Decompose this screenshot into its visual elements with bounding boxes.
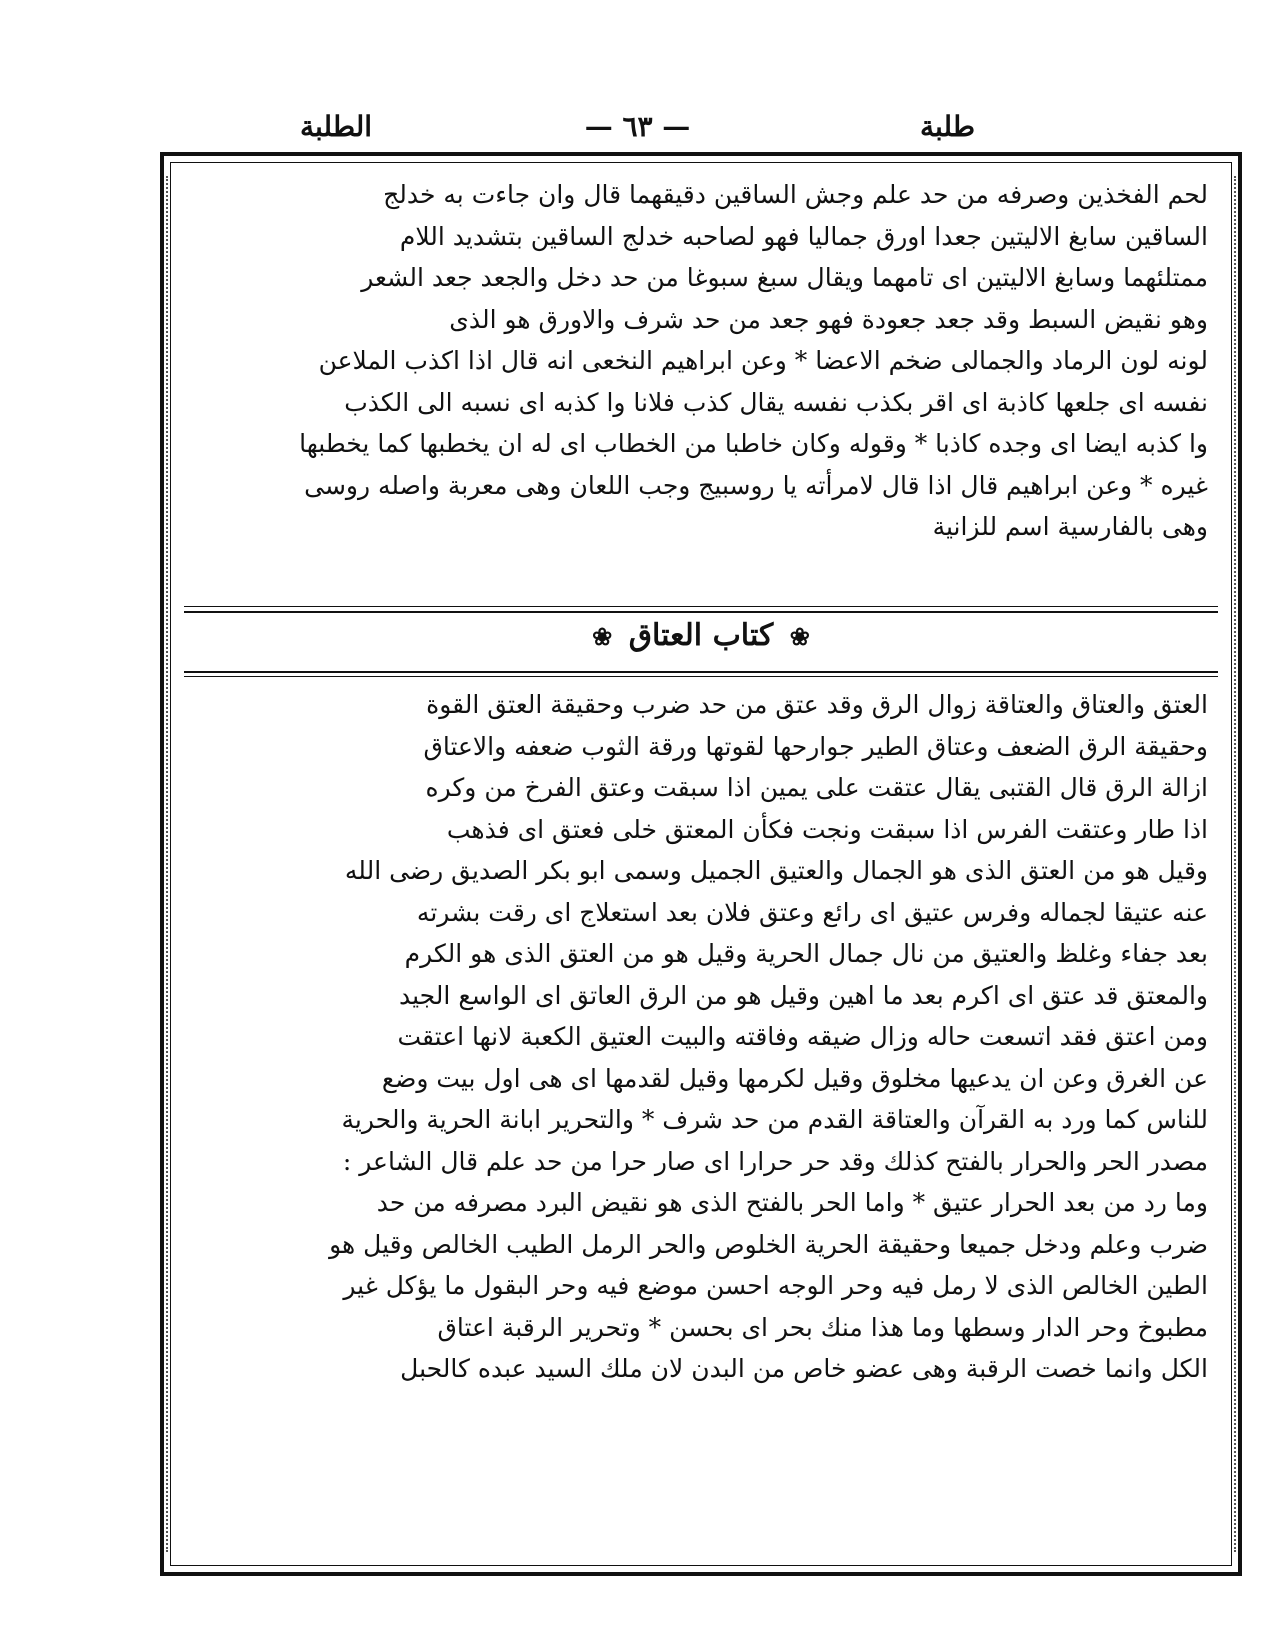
text-line: الساقين سابغ الاليتين جعدا اورق جماليا فهو لصاحبه خدلج الساقين بتشديد اللام	[399, 221, 1208, 251]
text-line: غيره * وعن ابراهيم قال اذا قال لامرأته يا روسبيج وجب اللعان وهى معربة واصله روسى	[304, 470, 1208, 500]
running-head-right: طلبة	[919, 110, 975, 143]
text-block-2	[208, 684, 1208, 1390]
text-line: لحم الفخذين وصرفه من حد علم وجش الساقين دقيقهما قال وان جاءت به خدلج	[383, 180, 1208, 209]
text-line: مصدر الحر والحرار بالفتح كذلك وقد حر حرارا اى صار حرا من حد علم قال الشاعر :	[342, 1146, 1208, 1176]
divider-line	[184, 676, 1218, 677]
text-line: وهو نقيض السبط وقد جعد جعودة فهو جعد من حد شرف والاورق هو الذى	[449, 304, 1208, 334]
text-line: وما رد من بعد الحرار عتيق * واما الحر بالفتح الذى هو نقيض البرد مصرفه من حد	[376, 1188, 1208, 1217]
section-title: كتاب العتاق	[628, 618, 774, 653]
section-heading	[164, 618, 1238, 653]
text-line: العتق والعتاق والعتاقة زوال الرق وقد عتق من حد ضرب وحقيقة العتق القوة	[426, 690, 1208, 719]
text-line: للناس كما ورد به القرآن والعتاقة القدم من حد شرف * والتحرير ابانة الحرية والحرية	[341, 1105, 1208, 1134]
text-line: ومن اعتق فقد اتسعت حاله وزال ضيقه وفاقته والبيت العتيق الكعبة لانها اعتقت	[397, 1022, 1208, 1051]
text-line: وحقيقة الرق الضعف وعتاق الطير جوارحها لقوتها ورقة الثوب ضعفه والاعتاق	[423, 731, 1208, 761]
text-line: بعد جفاء وغلظ والعتيق من نال جمال الحرية وقيل هو من العتق الذى هو الكرم	[404, 939, 1208, 968]
text-line: اذا طار وعتقت الفرس اذا سبقت ونجت فكأن المعتق خلى فعتق اى فذهب	[446, 814, 1208, 844]
divider-line	[184, 671, 1218, 673]
text-line: نفسه اى جلعها كاذبة اى اقر بكذب نفسه يقال كذب فلانا وا كذبه اى نسبه الى الكذب	[344, 387, 1208, 417]
text-line: لونه لون الرماد والجمالى ضخم الاعضا * وعن ابراهيم النخعى انه قال اذا اكذب الملاعن	[318, 346, 1208, 375]
text-line: الطين الخالص الذى لا رمل فيه وحر الوجه احسن موضع فيه وحر البقول ما يؤكل غير	[343, 1271, 1208, 1300]
text-line: والمعتق قد عتق اى اكرم بعد ما اهين وقيل هو من الرق العاتق اى الواسع الجيد	[399, 980, 1208, 1010]
running-head-left: الطلبة	[300, 110, 373, 143]
text-line: ممتلئهما وسابغ الاليتين اى تامهما ويقال سبغ سبوغا من حد دخل والجعد جعد الشعر	[361, 263, 1208, 292]
frame-edge-right	[1228, 176, 1236, 1552]
text-line: وهى بالفارسية اسم للزانية	[932, 512, 1208, 541]
page-header	[0, 110, 1275, 150]
text-line: عنه عتيقا لجماله وفرس عتيق اى رائع وعتق فلان بعد استعلاج اى رقت بشرته	[416, 897, 1208, 927]
ornament-icon: ❀	[789, 622, 810, 651]
text-line: عن الغرق وعن ان يدعيها مخلوق وقيل لكرمها وقيل لقدمها اى هى اول بيت وضع	[381, 1063, 1208, 1093]
text-line: وقيل هو من العتق الذى هو الجمال والعتيق الجميل وسمى ابو بكر الصديق رضى الله	[344, 856, 1208, 885]
page-frame	[160, 152, 1242, 1576]
divider-line	[184, 606, 1218, 607]
text-line: ازالة الرق قال القتبى يقال عتقت على يمين اذا سبقت وعتق الفرخ من وكره	[425, 773, 1208, 802]
text-line: وا كذبه ايضا اى وجده كاذبا * وقوله وكان خاطبا من الخطاب اى له ان يخطبها كما يخطبها	[299, 429, 1208, 458]
text-block-1	[208, 174, 1208, 548]
divider-line	[184, 611, 1218, 613]
text-line: ضرب وعلم ودخل جميعا وحقيقة الحرية الخلوص والحر الرمل الطيب الخالص وقيل هو	[329, 1229, 1208, 1259]
text-line: الكل وانما خصت الرقبة وهى عضو خاص من البدن لان ملك السيد عبده كالحبل	[400, 1354, 1208, 1383]
page-number: — ٦٣ —	[584, 110, 691, 143]
ornament-icon: ❀	[592, 622, 613, 651]
text-line: مطبوخ وحر الدار وسطها وما هذا منك بحر اى بحسن * وتحرير الرقبة اعتاق	[437, 1312, 1208, 1342]
frame-edge-left	[166, 176, 174, 1552]
